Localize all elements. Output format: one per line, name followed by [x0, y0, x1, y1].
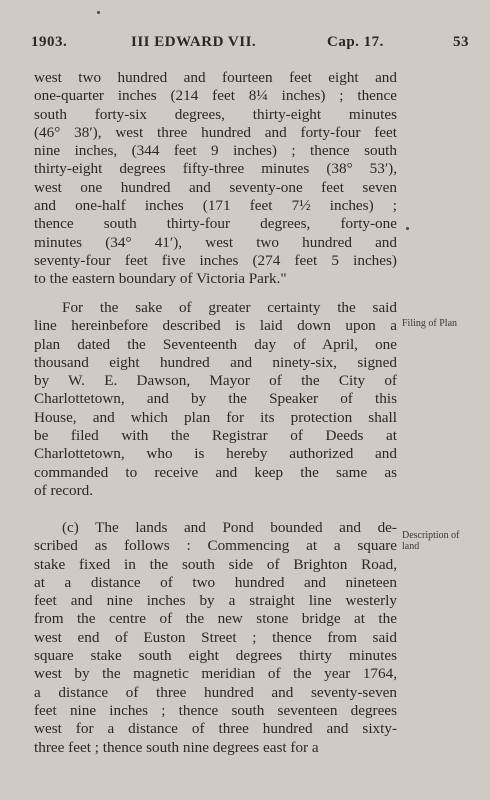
text-line: minutes (34° 41′), west two hundred and: [34, 233, 397, 251]
margin-note-filing: Filing of Plan: [402, 318, 458, 329]
print-speck: [406, 227, 409, 230]
text-line: square stake south eight degrees thirty minutes: [34, 647, 397, 665]
page-number: 53: [453, 34, 469, 50]
text-line: from the centre of the new stone bridge at the: [34, 610, 397, 628]
paragraph-description-of-land: [34, 519, 397, 757]
text-line: be filed with the Registrar of Deeds at: [34, 427, 397, 445]
text-line: Charlottetown, and by the Speaker of this: [34, 390, 397, 408]
text-line: nine inches, (344 feet 9 inches) ; thence south: [34, 142, 397, 160]
text-line: thousand eight hundred and ninety-six, signed: [34, 353, 397, 371]
text-line: west one hundred and seventy-one feet seven: [34, 178, 397, 196]
paragraph-boundary-continuation: [34, 69, 397, 289]
margin-note-description-line1: Description of: [402, 530, 460, 541]
text-line: thence south thirty-four degrees, forty-one: [34, 215, 397, 233]
text-line: to the eastern boundary of Victoria Park.": [34, 270, 287, 288]
text-line: Charlottetown, who is hereby authorized and: [34, 445, 397, 463]
text-line: stake fixed in the south side of Brighton Road,: [34, 555, 397, 573]
text-line: line hereinbefore described is laid down upon a: [34, 317, 397, 335]
text-line: south forty-six degrees, thirty-eight minutes: [34, 105, 397, 123]
margin-note-description: [402, 530, 490, 552]
text-line: (46° 38′), west three hundred and forty-four feet: [34, 123, 397, 141]
running-header: [0, 34, 490, 54]
text-line: feet nine inches ; thence south seventeen degrees: [34, 701, 397, 719]
margin-note-description-line2: land: [402, 541, 420, 552]
text-line: west for a distance of three hundred and sixty-: [34, 720, 397, 738]
text-line: feet and nine inches by a straight line westerly: [34, 592, 397, 610]
text-line: scribed as follows : Commencing at a square: [34, 537, 397, 555]
paragraph-filing-of-plan: [34, 299, 397, 500]
text-line: a distance of three hundred and seventy-seven: [34, 683, 397, 701]
text-line: and one-half inches (171 feet 7½ inches) ;: [34, 197, 397, 215]
text-line: west by the magnetic meridian of the year 1764,: [34, 665, 397, 683]
header-title: III EDWARD VII.: [131, 34, 257, 50]
text-line: commanded to receive and keep the same as: [34, 463, 397, 481]
text-line: west two hundred and fourteen feet eight and: [34, 69, 397, 86]
text-line: For the sake of greater certainty the said: [62, 299, 397, 316]
print-speck: [97, 11, 100, 14]
text-line: thirty-eight degrees fifty-three minutes (38° 53′),: [34, 160, 397, 178]
text-line: House, and which plan for its protection shall: [34, 408, 397, 426]
text-line: plan dated the Seventeenth day of April, one: [34, 335, 397, 353]
text-line: at a distance of two hundred and nineteen: [34, 573, 397, 591]
text-line: seventy-four feet five inches (274 feet 5 inches): [34, 251, 397, 269]
text-line: west end of Euston Street ; thence from said: [34, 628, 397, 646]
text-line: of record.: [34, 481, 94, 499]
header-year: 1903.: [31, 34, 68, 50]
text-line: (c) The lands and Pond bounded and de-: [62, 519, 397, 536]
text-line: one-quarter inches (214 feet 8¼ inches) ; thence: [34, 87, 397, 105]
header-chapter: Cap. 17.: [327, 34, 384, 50]
text-line: three feet ; thence south nine degrees east for a: [34, 738, 319, 756]
text-line: by W. E. Dawson, Mayor of the City of: [34, 372, 397, 390]
